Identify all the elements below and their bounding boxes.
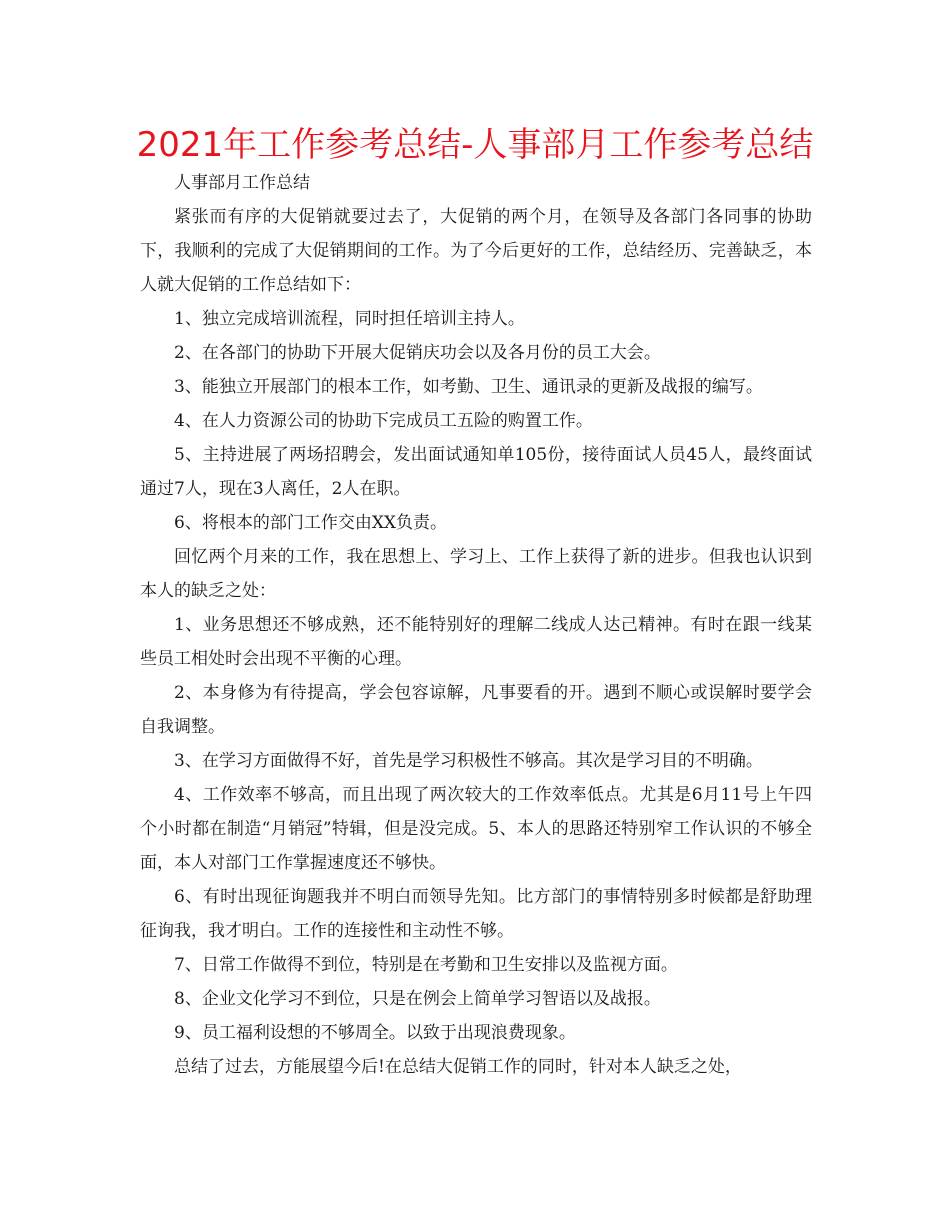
paragraph-item: 2、本身修为有待提高，学会包容谅解，凡事要看的开。遇到不顺心或误解时要学会自我调整。 bbox=[140, 683, 812, 737]
paragraph-item: 1、业务思想还不够成熟，还不能特别好的理解二线成人达己精神。有时在跟一线某些员工相处时会出现不平衡的心理。 bbox=[140, 615, 812, 669]
paragraph-intro: 紧张而有序的大促销就要过去了，大促销的两个月，在领导及各部门各同事的协助下，我顺利的完成了大促销期间的工作。为了今后更好的工作，总结经历、完善缺乏，本人就大促销的工作总结如下： bbox=[140, 207, 812, 295]
paragraph-item: 3、能独立开展部门的根本工作，如考勤、卫生、通讯录的更新及战报的编写。 bbox=[174, 377, 763, 397]
document-title: 2021年工作参考总结-人事部月工作参考总结 bbox=[136, 125, 814, 165]
paragraph-item: 7、日常工作做得不到位，特别是在考勤和卫生安排以及监视方面。 bbox=[174, 955, 678, 975]
paragraph-item: 8、企业文化学习不到位，只是在例会上简单学习智语以及战报。 bbox=[174, 989, 661, 1009]
paragraph-item: 4、工作效率不够高，而且出现了两次较大的工作效率低点。尤其是6月11号上午四个小时都在制造“月销冠”特辑，但是没完成。5、本人的思路还特别窄工作认识的不够全面，本人对部门工作掌握速度还不够快。 bbox=[140, 785, 812, 873]
paragraph-item: 3、在学习方面做得不好，首先是学习积极性不够高。其次是学习目的不明确。 bbox=[174, 751, 763, 771]
paragraph-item: 2、在各部门的协助下开展大促销庆功会以及各月份的员工大会。 bbox=[174, 343, 661, 363]
paragraph-item: 6、将根本的部门工作交由XX负责。 bbox=[174, 513, 448, 533]
paragraph-conclusion: 总结了过去，方能展望今后!在总结大促销工作的同时，针对本人缺乏之处， bbox=[174, 1057, 742, 1077]
paragraph-item: 1、独立完成培训流程，同时担任培训主持人。 bbox=[174, 309, 525, 329]
paragraph-item: 4、在人力资源公司的协助下完成员工五险的购置工作。 bbox=[174, 411, 593, 431]
document-body bbox=[140, 166, 812, 1084]
paragraph-item: 6、有时出现征询题我并不明白而领导先知。比方部门的事情特别多时候都是舒助理征询我，我才明白。工作的连接性和主动性不够。 bbox=[140, 887, 812, 941]
paragraph-item: 5、主持进展了两场招聘会，发出面试通知单105份，接待面试人员45人，最终面试通过7人，现在3人离任，2人在职。 bbox=[140, 445, 812, 499]
paragraph-item: 9、员工福利设想的不够周全。以致于出现浪费现象。 bbox=[174, 1023, 576, 1043]
paragraph-subtitle: 人事部月工作总结 bbox=[174, 173, 310, 193]
paragraph-reflection: 回忆两个月来的工作，我在思想上、学习上、工作上获得了新的进步。但我也认识到本人的缺乏之处： bbox=[140, 547, 812, 601]
